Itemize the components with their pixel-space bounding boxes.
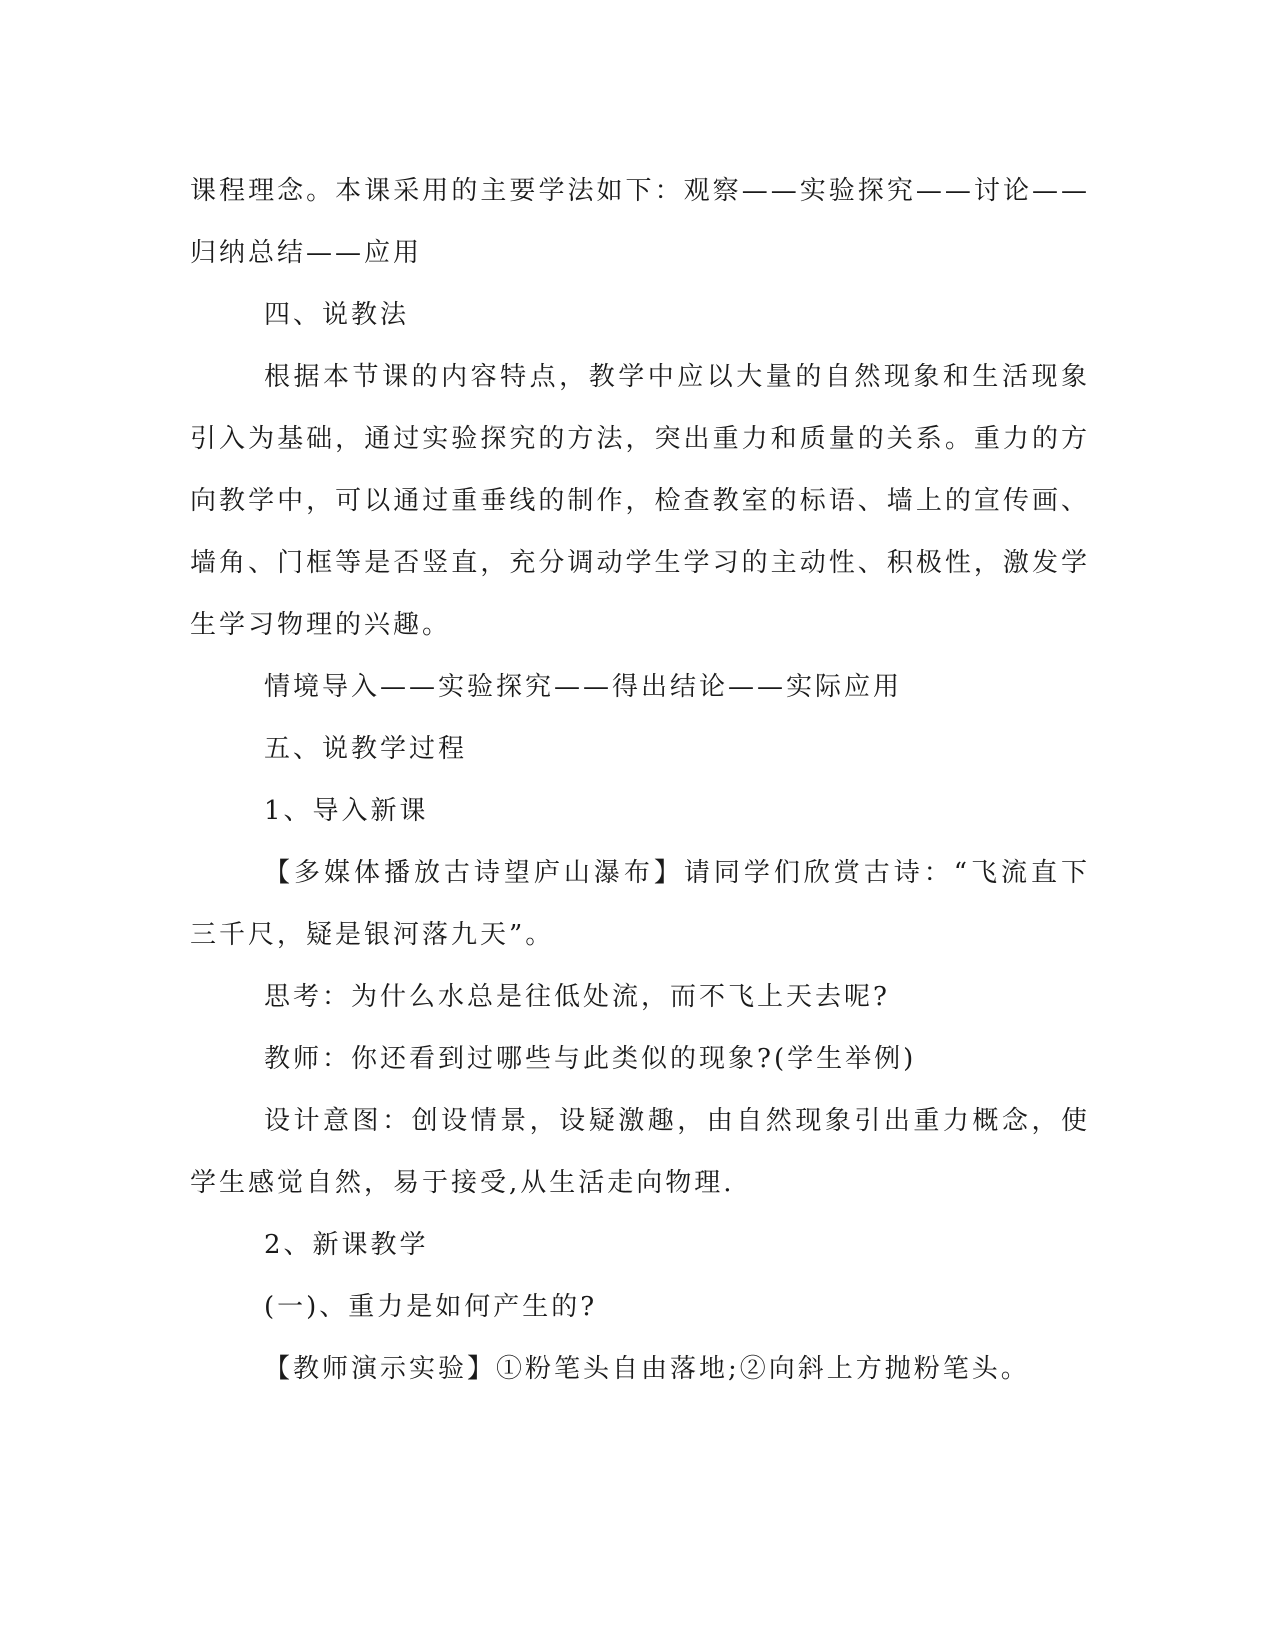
- paragraph-poem: 【多媒体播放古诗望庐山瀑布】请同学们欣赏古诗：“飞流直下三千尺，疑是银河落九天”。: [190, 858, 1090, 950]
- paragraph-think-question: 思考：为什么水总是往低处流，而不飞上天去呢?: [264, 982, 890, 1012]
- paragraph-teacher-question: 教师：你还看到过哪些与此类似的现象?(学生举例): [264, 1044, 917, 1074]
- heading-teaching-methods: 四、说教法: [264, 300, 410, 330]
- paragraph-teaching-flow: 情境导入——实验探究——得出结论——实际应用: [264, 672, 903, 702]
- paragraph-design-intent: 设计意图：创设情景，设疑激趣，由自然现象引出重力概念，使学生感觉自然，易于接受,从生活走向物理.: [190, 1106, 1090, 1198]
- heading-gravity-origin: (一)、重力是如何产生的?: [264, 1292, 598, 1322]
- paragraph-demo-experiment: 【教师演示实验】①粉笔头自由落地;②向斜上方抛粉笔头。: [264, 1354, 1030, 1384]
- paragraph-curriculum-methods: 课程理念。本课采用的主要学法如下：观察——实验探究——讨论——归纳总结——应用: [190, 176, 1090, 268]
- heading-teaching-process: 五、说教学过程: [264, 734, 468, 764]
- heading-new-lesson: 2、新课教学: [264, 1230, 429, 1260]
- heading-introduce-lesson: 1、导入新课: [264, 796, 429, 826]
- paragraph-teaching-methods: 根据本节课的内容特点，教学中应以大量的自然现象和生活现象引入为基础，通过实验探究的方法，突出重力和质量的关系。重力的方向教学中，可以通过重垂线的制作，检查教室的标语、墙上的宣传画、墙角、门框等是否竖直，充分调动学生学习的主动性、积极性，激发学生学习物理的兴趣。: [190, 362, 1090, 640]
- document-body: [190, 160, 1090, 1400]
